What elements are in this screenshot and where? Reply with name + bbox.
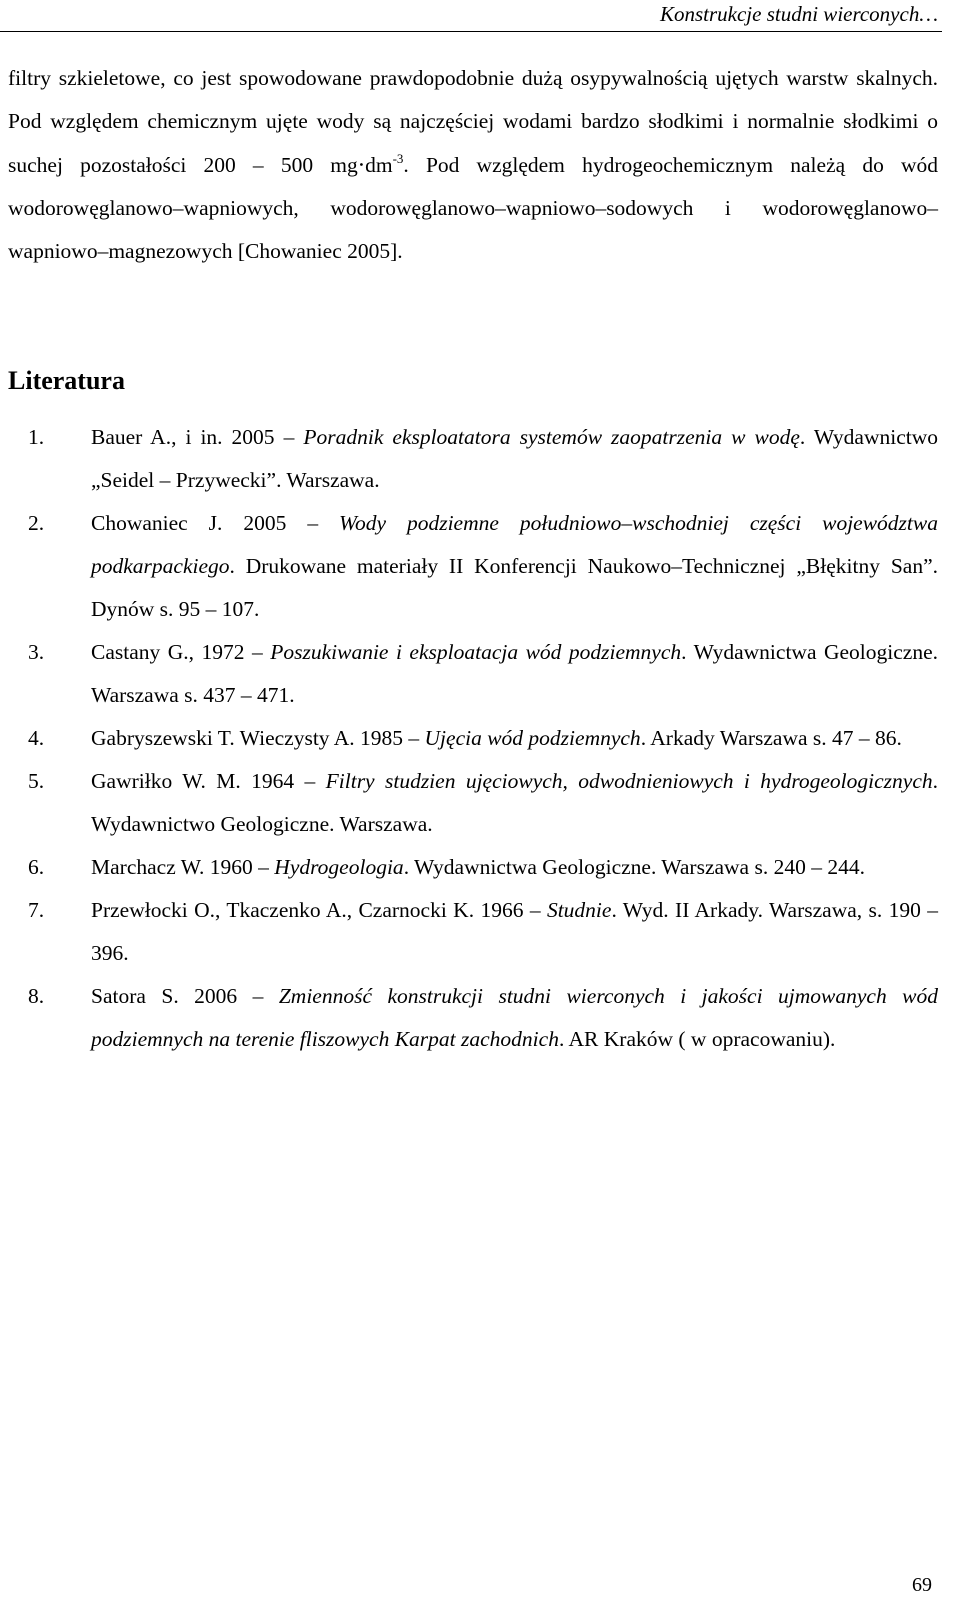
reference-item xyxy=(28,502,938,631)
reference-authors: Satora S. 2006 – xyxy=(91,984,279,1008)
reference-number: 3. xyxy=(28,640,45,664)
reference-title: Poszukiwanie i eksploatacja wód podziemnych xyxy=(270,640,682,664)
reference-publisher: . Wydawnictwo „Seidel – Przywecki”. Warszawa. xyxy=(91,425,938,492)
reference-item xyxy=(28,760,938,846)
reference-list xyxy=(28,416,938,1061)
reference-authors: Gawriłko W. M. 1964 – xyxy=(91,769,326,793)
reference-title: Zmienność konstrukcji studni wierconych i jakości ujmowanych wód podziemnych na terenie fliszowych Karpat zachodnich xyxy=(91,984,938,1051)
reference-authors: Przewłocki O., Tkaczenko A., Czarnocki K. 1966 – xyxy=(91,898,547,922)
intro-text-part2: . Pod względem hydrogeochemicznym należą do wód wodorowęglanowo–wapniowych, wodorowęglanowo–wapniowo–sodowych i wodorowęglanowo–wapniowo–magnezowych [Chowaniec 2005]. xyxy=(8,152,939,264)
reference-number: 2. xyxy=(28,511,45,535)
page-number: 69 xyxy=(912,1574,932,1596)
reference-item xyxy=(28,717,938,760)
intro-text xyxy=(8,57,938,273)
reference-authors: Castany G., 1972 – xyxy=(91,640,271,664)
reference-publisher: . Wyd. II Arkady. Warszawa, s. 190 – 396. xyxy=(91,898,938,965)
intro-paragraph xyxy=(8,57,938,273)
reference-item xyxy=(28,846,938,889)
reference-authors: Bauer A., i in. 2005 – xyxy=(91,425,304,449)
reference-item xyxy=(28,889,938,975)
reference-publisher: . Arkady Warszawa s. 47 – 86. xyxy=(640,726,902,750)
reference-title: Hydrogeologia xyxy=(274,855,404,879)
literature-heading: Literatura xyxy=(8,366,125,395)
reference-publisher: . Wydawnictwa Geologiczne. Warszawa s. 437 – 471. xyxy=(91,640,938,707)
unit-exponent: -3 xyxy=(392,150,404,166)
reference-title: Poradnik eksploatatora systemów zaopatrzenia w wodę xyxy=(303,425,800,449)
running-header xyxy=(0,0,942,32)
reference-title: Wody podziemne południowo–wschodniej części województwa podkarpackiego xyxy=(91,511,938,578)
reference-item xyxy=(28,631,938,717)
reference-item xyxy=(28,416,938,502)
reference-authors: Gabryszewski T. Wieczysty A. 1985 – xyxy=(91,726,425,750)
intro-text-part1: filtry szkieletowe, co jest spowodowane prawdopodobnie dużą osypywalnością ujętych warstw skalnych. Pod względem chemicznym ujęte wody są najczęściej wodami bardzo słodkimi i normalnie słodkimi o suchej pozostałości 200 – 500 mg⋅dm xyxy=(8,66,938,177)
reference-publisher: . Drukowane materiały II Konferencji Naukowo–Technicznej „Błękitny San”. Dynów s. 95 – 107. xyxy=(91,554,938,621)
reference-publisher: . AR Kraków ( w opracowaniu). xyxy=(558,1027,836,1051)
reference-item xyxy=(28,975,938,1061)
reference-number: 8. xyxy=(28,984,45,1008)
reference-title: Filtry studzien ujęciowych, odwodnieniowych i hydrogeologicznych xyxy=(325,769,933,793)
reference-number: 6. xyxy=(28,855,45,879)
reference-publisher: . Wydawnictwo Geologiczne. Warszawa. xyxy=(91,769,938,836)
reference-number: 5. xyxy=(28,769,45,793)
running-title: Konstrukcje studni wierconych… xyxy=(659,2,938,26)
reference-title: Studnie xyxy=(546,898,612,922)
reference-number: 1. xyxy=(28,425,45,449)
reference-authors: Marchacz W. 1960 – xyxy=(91,855,275,879)
reference-title: Ujęcia wód podziemnych xyxy=(424,726,641,750)
reference-authors: Chowaniec J. 2005 – xyxy=(91,511,340,535)
reference-publisher: . Wydawnictwa Geologiczne. Warszawa s. 240 – 244. xyxy=(403,855,865,879)
reference-number: 4. xyxy=(28,726,45,750)
reference-number: 7. xyxy=(28,898,45,922)
